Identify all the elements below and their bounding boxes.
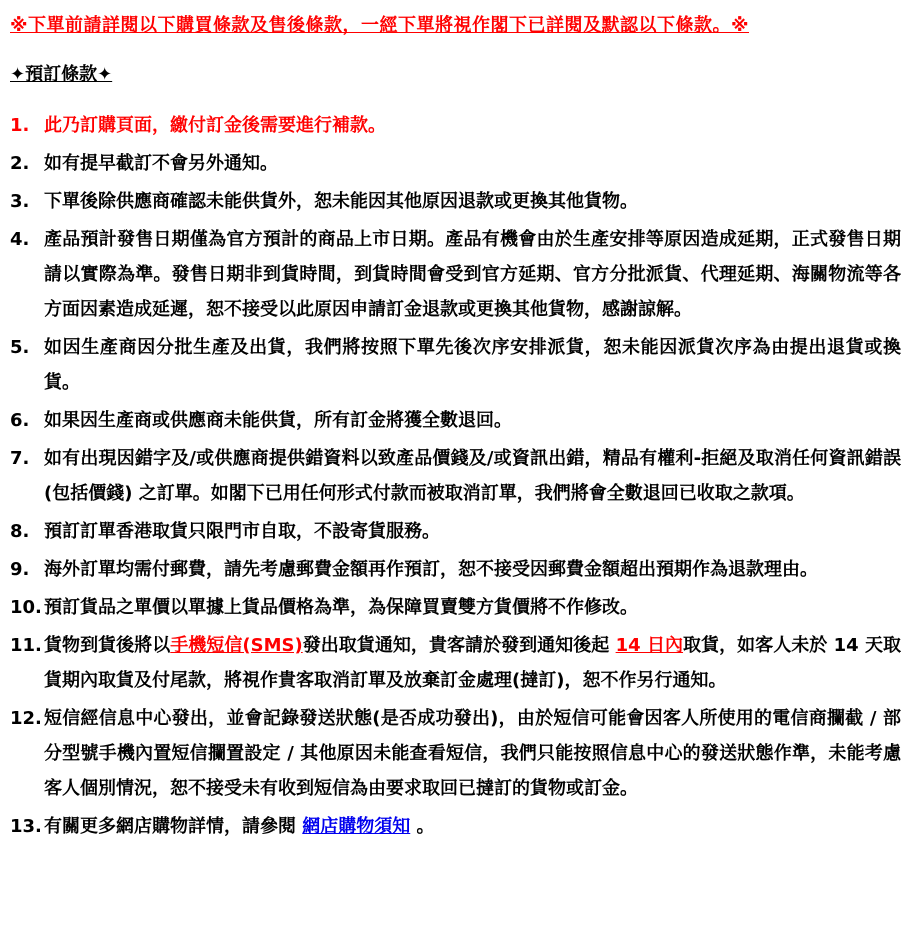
section-title: ✦預訂條款✦ xyxy=(10,64,113,85)
term-text-segment: 如有提早截訂不會另外通知。 xyxy=(44,153,278,174)
term-text xyxy=(44,552,901,587)
term-item-12 xyxy=(10,701,901,806)
term-text-segment: 如有出現因錯字及/或供應商提供錯資料以致產品價錢及/或資訊出錯，精品有權利-拒絕及取消任何資訊錯誤(包括價錢) 之訂單。如閣下已用任何形式付款而被取消訂單，我們將會全數退回已收取之款項。 xyxy=(44,448,901,504)
term-text xyxy=(44,330,901,400)
term-text-segment: 預訂貨品之單價以單據上貨品價格為準，為保障買賣雙方貨價將不作修改。 xyxy=(44,597,638,618)
term-number: 5. xyxy=(10,337,30,358)
term-text xyxy=(44,184,901,219)
term-number: 6. xyxy=(10,410,30,431)
term-text-segment: 下單後除供應商確認未能供貨外，恕未能因其他原因退款或更換其他貨物。 xyxy=(44,191,638,212)
term-text-segment: 海外訂單均需付郵費，請先考慮郵費金額再作預訂，恕不接受因郵費金額超出預期作為退款理由。 xyxy=(44,559,818,580)
term-text-segment: 短信經信息中心發出，並會記錄發送狀態(是否成功發出)，由於短信可能會因客人所使用的電信商攔截 / 部分型號手機內置短信攔置設定 / 其他原因未能查看短信，我們只能按照信息中心的發送狀態作準，未能考慮客人個別情況，恕不接受未有收到短信為由要求取回已撻訂的貨物或訂金。 xyxy=(44,708,901,799)
term-item-5 xyxy=(10,330,901,400)
term-text xyxy=(44,590,901,625)
term-text-segment: 取貨，如客人未於 14 天取貨期內取貨及付尾款，將視作貴客取消訂單及放棄訂金處理(撻訂)，恕不作另行通知。 xyxy=(44,635,901,691)
term-number: 2. xyxy=(10,153,30,174)
term-number: 1. xyxy=(10,115,30,136)
term-text xyxy=(44,222,901,327)
term-number: 8. xyxy=(10,521,30,542)
term-text xyxy=(44,809,901,844)
term-item-4 xyxy=(10,222,901,327)
term-number: 3. xyxy=(10,191,30,212)
term-text-segment: 產品預計發售日期僅為官方預計的商品上市日期。產品有機會由於生產安排等原因造成延期，正式發售日期請以實際為準。發售日期非到貨時間，到貨時間會受到官方延期、官方分批派貨、代理延期、海關物流等各方面因素造成延遲，恕不接受以此原因申請訂金退款或更換其他貨物，感謝諒解。 xyxy=(44,229,901,320)
term-text xyxy=(44,108,901,143)
term-item-3 xyxy=(10,184,901,219)
term-number: 12. xyxy=(10,708,42,729)
term-number: 11. xyxy=(10,635,42,656)
term-text-segment: 有關更多網店購物詳情，請參閱 xyxy=(44,816,303,837)
term-text-segment: 貨物到貨後將以 xyxy=(44,635,171,656)
shop-guide-link[interactable]: 網店購物須知 xyxy=(302,816,411,837)
term-text xyxy=(44,441,901,511)
term-text-segment: 此乃訂購頁面，繳付訂金後需要進行補款。 xyxy=(44,115,386,136)
term-item-11 xyxy=(10,628,901,698)
term-text xyxy=(44,146,901,181)
term-text xyxy=(44,628,901,698)
page-title: ※下單前請詳閱以下購買條款及售後條款，一經下單將視作閣下已詳閱及默認以下條款。※ xyxy=(10,15,749,36)
term-text xyxy=(44,403,901,438)
highlighted-text: 14 日內 xyxy=(615,635,684,656)
term-text-segment: 預訂訂單香港取貨只限門市自取，不設寄貨服務。 xyxy=(44,521,440,542)
term-text-segment: 如因生產商因分批生產及出貨，我們將按照下單先後次序安排派貨，恕未能因派貨次序為由提出退貨或換貨。 xyxy=(44,337,901,393)
term-text-segment: 。 xyxy=(410,816,435,837)
term-number: 4. xyxy=(10,229,30,250)
term-item-9 xyxy=(10,552,901,587)
term-item-6 xyxy=(10,403,901,438)
term-item-13 xyxy=(10,809,901,844)
term-item-8 xyxy=(10,514,901,549)
term-item-10 xyxy=(10,590,901,625)
term-item-1 xyxy=(10,108,901,143)
term-text-segment: 發出取貨通知，貴客請於發到通知後起 xyxy=(302,635,616,656)
term-number: 13. xyxy=(10,816,42,837)
term-number: 10. xyxy=(10,597,42,618)
term-item-7 xyxy=(10,441,901,511)
term-text xyxy=(44,701,901,806)
term-number: 7. xyxy=(10,448,30,469)
terms-list xyxy=(10,108,901,844)
term-text-segment: 如果因生產商或供應商未能供貨，所有訂金將獲全數退回。 xyxy=(44,410,512,431)
term-number: 9. xyxy=(10,559,30,580)
highlighted-text: 手機短信(SMS) xyxy=(170,635,303,656)
term-text xyxy=(44,514,901,549)
term-item-2 xyxy=(10,146,901,181)
